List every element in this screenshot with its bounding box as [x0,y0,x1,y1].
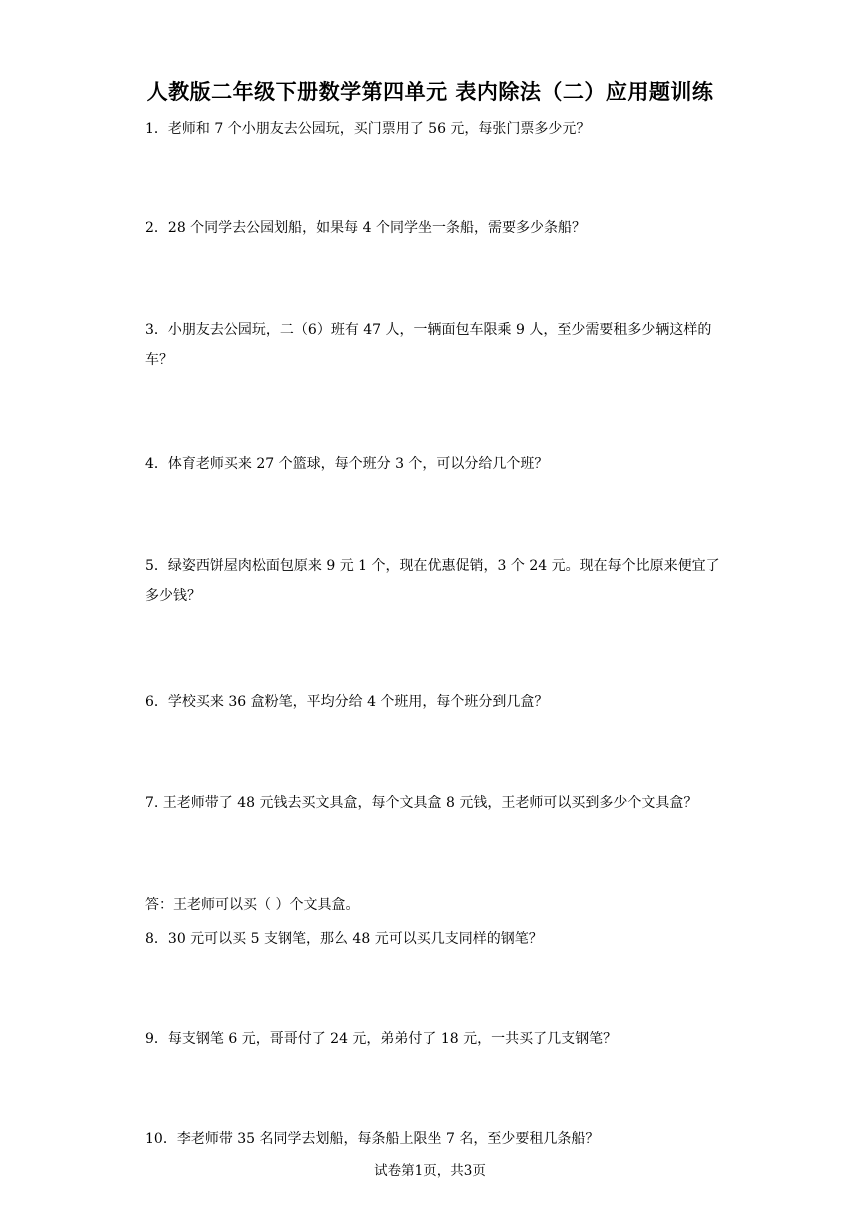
question-5: 5．绿姿西饼屋肉松面包原来 9 元 1 个，现在优惠促销，3 个 24 元。现在每个比原来便宜了多少钱？ [145,558,720,604]
question-4: 4．体育老师买来 27 个篮球，每个班分 3 个，可以分给几个班？ [145,456,549,472]
question-8: 8．30 元可以买 5 支钢笔，那么 48 元可以买几支同样的钢笔？ [145,931,543,947]
page-footer: 试卷第1页，共3页 [374,1163,486,1179]
question-6: 6．学校买来 36 盒粉笔，平均分给 4 个班用，每个班分到几盒？ [145,694,549,710]
question-1: 1．老师和 7 个小朋友去公园玩，买门票用了 56 元，每张门票多少元？ [145,121,591,137]
question-9: 9．每支钢笔 6 元，哥哥付了 24 元，弟弟付了 18 元，一共买了几支钢笔？ [145,1031,618,1047]
question-3: 3．小朋友去公园玩，二（6）班有 47 人，一辆面包车限乘 9 人，至少需要租多少辆这样的车？ [145,322,712,368]
question-7: 7. 王老师带了 48 元钱去买文具盒，每个文具盒 8 元钱，王老师可以买到多少个文具盒？ [145,795,698,811]
question-10: 10．李老师带 35 名同学去划船，每条船上限坐 7 名，至少要租几条船？ [145,1131,600,1147]
page-title: 人教版二年级下册数学第四单元 表内除法（二）应用题训练 [146,80,714,104]
answer-line-7: 答：王老师可以买（ ）个文具盒。 [145,897,360,913]
question-2: 2．28 个同学去公园划船，如果每 4 个同学坐一条船，需要多少条船？ [145,220,586,236]
